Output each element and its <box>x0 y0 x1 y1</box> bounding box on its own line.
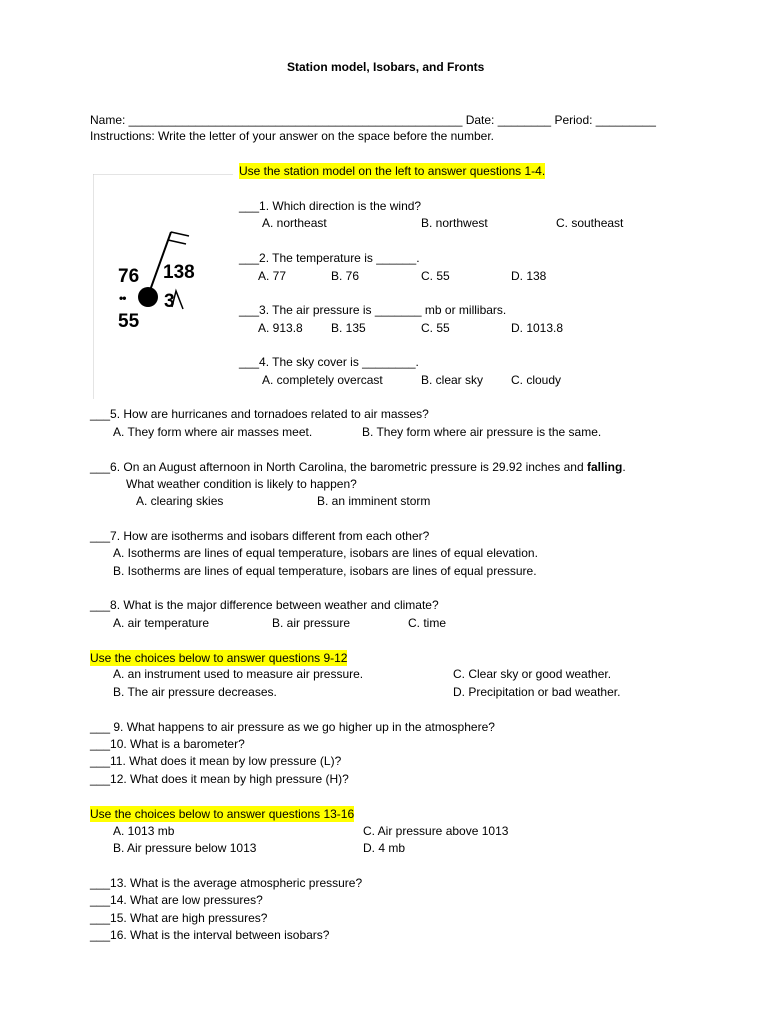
q9-text: ___ 9. What happens to air pressure as we go higher up in the atmosphere? <box>90 720 495 734</box>
station-model-svg <box>93 174 233 399</box>
q7-option-a: A. Isotherms are lines of equal temperature, isobars are lines of equal elevation. <box>113 546 538 560</box>
section3-choice-a: A. 1013 mb <box>113 824 175 838</box>
q1-option-b: B. northwest <box>421 216 488 230</box>
q7-text: ___7. How are isotherms and isobars different from each other? <box>90 529 430 543</box>
temperature-value: 76 <box>118 266 140 287</box>
q3-text: ___3. The air pressure is _______ mb or millibars. <box>239 303 507 317</box>
q4-option-b: B. clear sky <box>421 373 484 387</box>
q8-option-a: A. air temperature <box>113 616 210 630</box>
q2-option-d: D. 138 <box>511 269 547 283</box>
q4-option-c: C. cloudy <box>511 373 562 387</box>
q7-option-b: B. Isotherms are lines of equal temperature, isobars are lines of equal pressure. <box>113 564 537 578</box>
page-title: Station model, Isobars, and Fronts <box>287 60 485 74</box>
section1-prompt: Use the station model on the left to answer questions 1-4. <box>239 164 546 178</box>
q15-text: ___15. What are high pressures? <box>90 911 268 925</box>
q6-text-bold: falling <box>586 460 623 474</box>
pressure-value: 138 <box>163 262 195 283</box>
q1-text: ___1. Which direction is the wind? <box>239 199 422 213</box>
q3-option-c: C. 55 <box>421 321 450 335</box>
section2-prompt: Use the choices below to answer questions 9-12 <box>90 651 348 665</box>
q5-text: ___5. How are hurricanes and tornadoes related to air masses? <box>90 407 429 421</box>
section2-choice-c: C. Clear sky or good weather. <box>453 667 612 681</box>
q6-text-before: ___6. On an August afternoon in North Carolina, the barometric pressure is 29.92 inches and <box>90 460 587 474</box>
q12-text: ___12. What does it mean by high pressure (H)? <box>90 772 349 786</box>
wind-barb-flag-1 <box>171 232 189 236</box>
section3-choice-b: B. Air pressure below 1013 <box>113 841 257 855</box>
q11-text: ___11. What does it mean by low pressure (L)? <box>90 754 342 768</box>
q13-text: ___13. What is the average atmospheric pressure? <box>90 876 363 890</box>
q2-option-c: C. 55 <box>421 269 450 283</box>
dew-point-value: 55 <box>118 311 140 332</box>
q6-line2: What weather condition is likely to happen? <box>126 477 357 491</box>
section3-choice-c: C. Air pressure above 1013 <box>363 824 509 838</box>
q14-text: ___14. What are low pressures? <box>90 893 263 907</box>
q3-option-b: B. 135 <box>331 321 366 335</box>
q16-text: ___16. What is the interval between isobars? <box>90 928 330 942</box>
section2-choice-b: B. The air pressure decreases. <box>113 685 277 699</box>
section2-choice-a: A. an instrument used to measure air pressure. <box>113 667 364 681</box>
q4-option-a: A. completely overcast <box>262 373 383 387</box>
q5-option-a: A. They form where air masses meet. <box>113 425 313 439</box>
q3-option-a: A. 913.8 <box>258 321 303 335</box>
section3-prompt: Use the choices below to answer questions 13-16 <box>90 807 355 821</box>
q2-option-a: A. 77 <box>258 269 287 283</box>
q8-option-b: B. air pressure <box>272 616 351 630</box>
q2-text: ___2. The temperature is ______. <box>239 251 420 265</box>
q1-option-c: C. southeast <box>556 216 624 230</box>
q6-text <box>90 459 626 475</box>
q6-option-b: B. an imminent storm <box>317 494 431 508</box>
name-date-period-line: Name: __________________________________________________ Date: ________ Period: _________ <box>90 113 656 127</box>
q1-option-a: A. northeast <box>262 216 327 230</box>
section2-choice-d: D. Precipitation or bad weather. <box>453 685 621 699</box>
instructions: Instructions: Write the letter of your answer on the space before the number. <box>90 129 494 143</box>
section3-choice-d: D. 4 mb <box>363 841 406 855</box>
wind-barb-flag-2 <box>168 240 186 244</box>
q2-option-b: B. 76 <box>331 269 360 283</box>
weather-symbol: •• <box>119 291 126 305</box>
pressure-tendency-value: 3 <box>164 291 175 312</box>
q4-text: ___4. The sky cover is ________. <box>239 355 419 369</box>
q8-option-c: C. time <box>408 616 447 630</box>
sky-cover-circle <box>138 287 158 307</box>
q6-text-after: . <box>622 460 626 474</box>
q3-option-d: D. 1013.8 <box>511 321 564 335</box>
q5-option-b: B. They form where air pressure is the same. <box>362 425 602 439</box>
station-model-figure <box>93 174 233 399</box>
q8-text: ___8. What is the major difference between weather and climate? <box>90 598 439 612</box>
q6-option-a: A. clearing skies <box>136 494 224 508</box>
q10-text: ___10. What is a barometer? <box>90 737 245 751</box>
